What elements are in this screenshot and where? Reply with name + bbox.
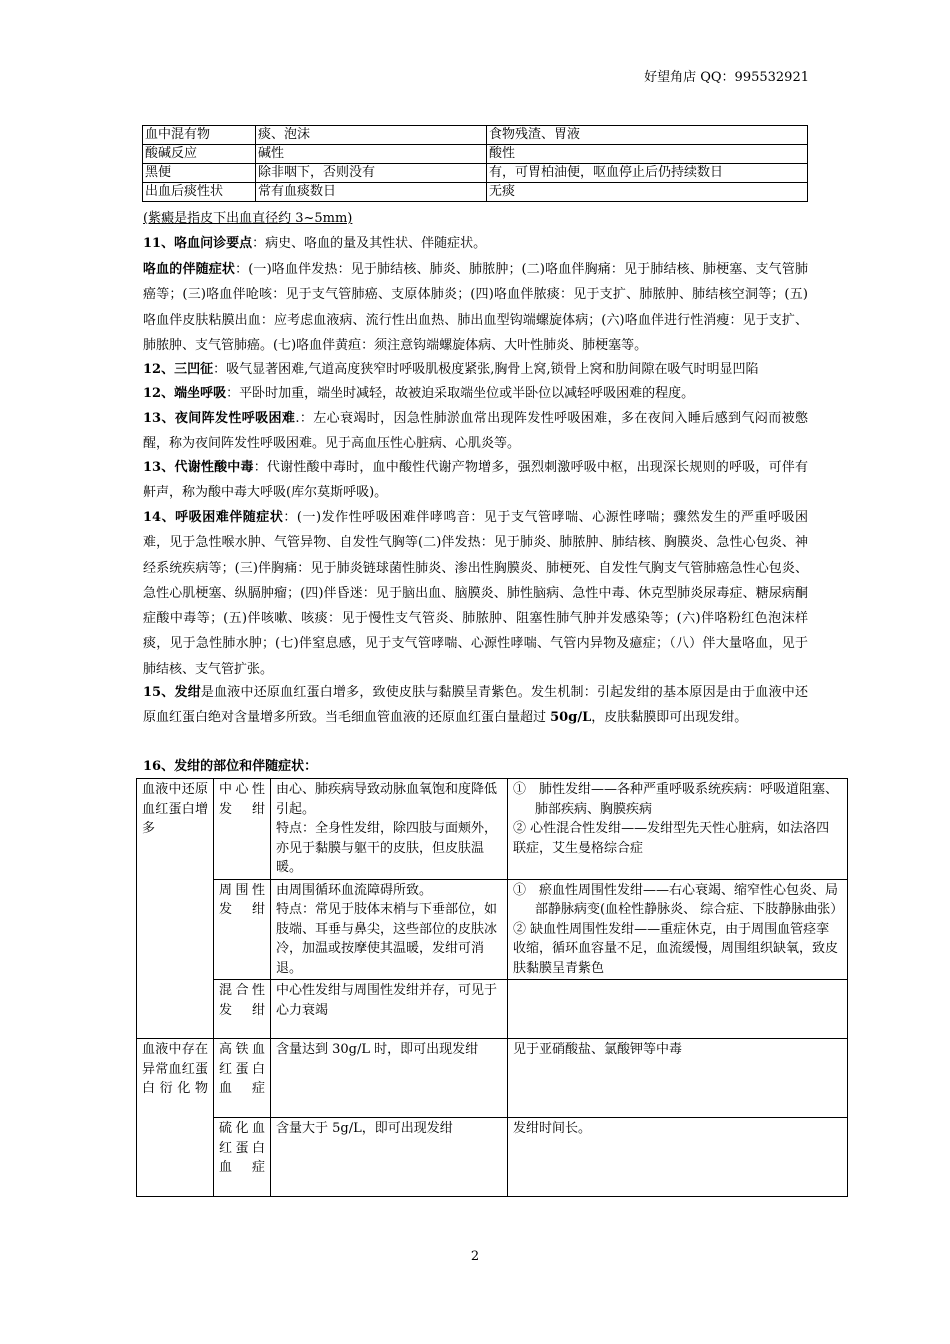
para-14: 14、呼吸困难伴随症状：(一)发作性呼吸困难伴哮鸣音：见于支气管哮喘、心源性哮喘；骤然发生的严重呼吸困难，见于急性喉水肿、气管异物、自发性气胸等(二)伴发热：见于肺炎、肺脓肿、肺结核、胸膜炎、急性心包炎、神经系统疾病等；(三)伴胸痛：见于肺炎链球菌性肺炎、渗出性胸膜炎、肺梗死、自发性气胸支气管肺癌急性心包炎、急性心肌梗塞、纵膈肿瘤；(四)伴昏迷：见于脑出血、脑膜炎、肺性脑病、急性中毒、休克型肺炎尿毒症、糖尿病酮症酸中毒等；(五)伴咳嗽、咳痰：见于慢性支气管炎、肺脓肿、阻塞性肺气肿并发感染等；(六)伴咯粉红色泡沫样痰，见于急性肺水肿；(七)伴窒息感，见于支气管哮喘、心源性哮喘、气管内异物及癔症；（八）伴大量咯血，见于肺结核、支气管扩张。: [143, 510, 808, 677]
table-row: 血中混有物 痰、泡沫 食物残渣、胃液: [143, 126, 808, 145]
table-row: 血液中还原血红蛋白增多 中心性发绀 由心、肺疾病导致动脉血氧饱和度降低引起。 特点：全身性发绀，除四肢与面颊外，亦见于黏膜与躯干的皮肤，但皮肤温暖。 ① 肺性发绀——各种严重呼吸系统疾病：呼吸道阻塞、肺部疾病、胸膜疾病 ② 心性混合性发绀——发绀型先天性心脏病，如法洛四联症，艾生曼格综合症: [137, 779, 848, 880]
purpura-note: (紫癜是指皮下出血直径约 3~5mm): [143, 211, 353, 226]
para-13b: 13、代谢性酸中毒：代谢性酸中毒时，血中酸性代谢产物增多，强烈刺激呼吸中枢，出现深长规则的呼吸，可伴有鼾声，称为酸中毒大呼吸(库尔莫斯呼吸)。: [143, 460, 808, 501]
table-row: 酸碱反应 碱性 酸性: [143, 145, 808, 164]
page-header: 好望角店 QQ：995532921: [644, 70, 809, 85]
para-11: 11、咯血问诊要点：病史、咯血的量及其性状、伴随症状。: [143, 236, 487, 251]
para-12a: 12、三凹征：吸气显著困难,气道高度狭窄时呼吸肌极度紧张,胸骨上窝,锁骨上窝和肋间隙在吸气时明显凹陷: [143, 362, 759, 377]
para-15: 15、发绀是血液中还原血红蛋白增多，致使皮肤与黏膜呈青紫色。发生机制：引起发绀的基本原因是由于血液中还原血红蛋白绝对含量增多所致。当毛细血管血液的还原血红蛋白量超过 50g/L，皮肤黏膜即可出现发绀。: [143, 685, 808, 726]
cyanosis-table: [136, 778, 848, 1197]
table-row: 硫化血红蛋白血症 含量大于 5g/L，即可出现发绀 发绀时间长。: [137, 1118, 848, 1197]
table-row: 出血后痰性状 常有血痰数日 无痰: [143, 183, 808, 202]
para-13a: 13、夜间阵发性呼吸困难.：左心衰竭时，因急性肺淤血常出现阵发性呼吸困难，多在夜间入睡后感到气闷而被憋醒，称为夜间阵发性呼吸困难。见于高血压性心脏病、心肌炎等。: [143, 411, 808, 452]
table-row: 黑便 除非咽下，否则没有 有，可胃柏油便，呕血停止后仍持续数日: [143, 164, 808, 183]
table-row: 血液中存在异常血红蛋白衍化物 高铁血红蛋白血症 含量达到 30g/L 时，即可出现发绀 见于亚硝酸盐、氯酸钾等中毒: [137, 1039, 848, 1118]
para-11b: 咯血的伴随症状：(一)咯血伴发热：见于肺结核、肺炎、肺脓肿；(二)咯血伴胸痛：见于肺结核、肺梗塞、支气管肺癌等；(三)咯血伴呛咳：见于支气管肺癌、支原体肺炎；(四)咯血伴脓痰：见于支扩、肺脓肿、肺结核空洞等；(五)咯血伴皮肤粘膜出血：应考虑血液病、流行性出血热、肺出血型钩端螺旋体病；(六)咯血伴进行性消瘦：见于支扩、肺脓肿、支气管肺癌。(七)咯血伴黄疸：须注意钩端螺旋体病、大叶性肺炎、肺梗塞等。: [143, 262, 808, 353]
hemoptysis-hematemesis-table: [142, 125, 808, 202]
table-row: 混合性发绀 中心性发绀与周围性发绀并存，可见于心力衰竭: [137, 980, 848, 1039]
page-number: 2: [470, 1249, 480, 1264]
para-12b: 12、端坐呼吸：平卧时加重，端坐时减轻，故被迫采取端坐位或半卧位以减轻呼吸困难的程度。: [143, 386, 695, 401]
table-row: 周围性发绀 由周围循环血流障碍所致。 特点：常见于肢体末梢与下垂部位，如肢端、耳垂与鼻尖，这些部位的皮肤冰冷，加温或按摩使其温暖，发绀可消退。 ① 瘀血性周围性发绀——右心衰竭、缩窄性心包炎、局部静脉病变(血栓性静脉炎、 综合症、下肢静脉曲张） ② 缺血性周围性发绀——重症休克，由于周围血管痉挛收缩，循环血容量不足，血流缓慢，周围组织缺氧，致皮肤黏膜呈青紫色: [137, 879, 848, 980]
para-16-title: 16、发绀的部位和伴随症状：: [143, 759, 318, 774]
